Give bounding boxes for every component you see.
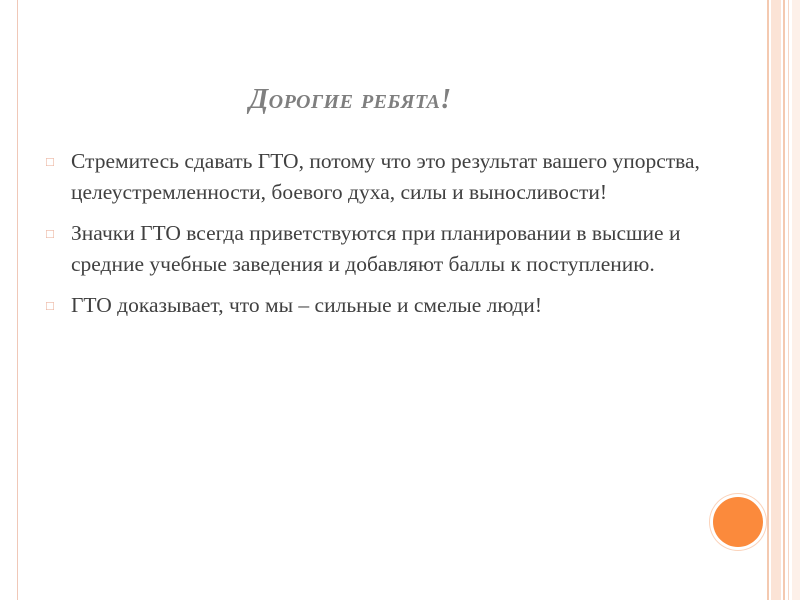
bullet-text: ГТО доказывает, что мы – сильные и смелые люди!: [71, 293, 542, 317]
bullet-text: Значки ГТО всегда приветствуются при планировании в высшие и средние учебные заведения и добавляют баллы к поступлению.: [71, 221, 681, 276]
orange-circle-decoration: [713, 497, 763, 547]
right-decorative-stripe: [792, 0, 800, 600]
bullet-text: Стремитесь сдавать ГТО, потому что это результат вашего упорства, целеустремленности, боевого духа, силы и выносливости!: [71, 149, 700, 204]
right-decorative-stripe: [771, 0, 781, 600]
right-decorative-stripe: [767, 0, 769, 600]
bullet-item: [46, 290, 706, 321]
bullet-item: [46, 218, 706, 280]
hollow-square-bullet-icon: □: [46, 298, 54, 313]
hollow-square-bullet-icon: □: [46, 154, 54, 169]
right-decorative-stripe: [783, 0, 785, 600]
right-decorative-stripe: [788, 0, 789, 600]
hollow-square-bullet-icon: □: [46, 226, 54, 241]
slide-title: Дорогие ребята!: [249, 84, 452, 115]
bullet-list: [46, 146, 706, 331]
left-border-line: [17, 0, 18, 600]
bullet-item: [46, 146, 706, 208]
